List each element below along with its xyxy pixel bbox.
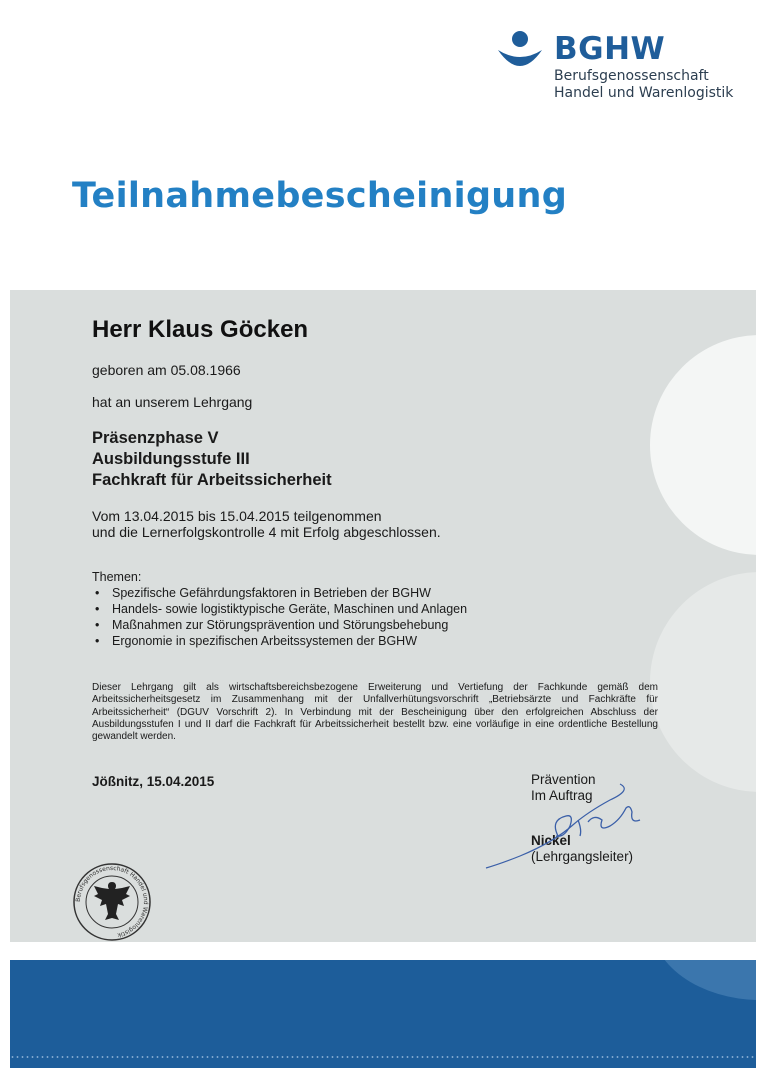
birth-date: geboren am 05.08.1966 — [92, 362, 241, 378]
place-and-date: Jößnitz, 15.04.2015 — [92, 774, 215, 789]
certificate-panel — [10, 290, 756, 942]
topics-section — [92, 569, 467, 649]
bullet-icon: • — [95, 586, 100, 600]
bghw-logo — [496, 30, 746, 110]
course-intro: hat an unserem Lehrgang — [92, 394, 253, 410]
document-title: Teilnahmebescheinigung — [72, 176, 568, 216]
list-item — [92, 585, 467, 601]
logo-subtitle — [554, 68, 733, 102]
list-item — [92, 601, 467, 617]
bullet-icon: • — [95, 618, 100, 632]
decorative-circle — [650, 335, 756, 555]
course-line-2: Ausbildungsstufe III — [92, 450, 250, 468]
course-line-3: Fachkraft für Arbeitssicherheit — [92, 471, 332, 489]
decorative-circle — [650, 960, 756, 1000]
topics-heading: Themen: — [92, 570, 142, 584]
course-line-1: Präsenzphase V — [92, 429, 219, 447]
seal-text: Berufsgenossenschaft Handel und Warenlogistik — [74, 864, 150, 939]
signatory-on-behalf: Im Auftrag — [531, 788, 593, 803]
logo-subtitle-line1: Berufsgenossenschaft — [554, 68, 709, 84]
recipient-name: Herr Klaus Göcken — [92, 316, 309, 343]
topic-text: Maßnahmen zur Störungsprävention und Störungsbehebung — [112, 618, 449, 632]
bullet-icon: • — [95, 602, 100, 616]
logo-subtitle-line2: Handel und Warenlogistik — [554, 85, 734, 101]
bullet-icon: • — [95, 634, 100, 648]
topic-text: Handels- sowie logistiktypische Geräte, Maschinen und Anlagen — [112, 602, 468, 616]
legal-notice: Dieser Lehrgang gilt als wirtschaftsbereichsbezogene Erweiterung und Vertiefung der Fachkunde gemäß dem Arbeitssicherheitsgesetz im Zusammenhang mit der Unfallverhütungsvorschrift „Betriebsärzte und Fachkräfte für Arbeitssicherheit“ (DGUV Vorschrift 2). In Verbindung mit der Bescheinigung über den erfolgreichen Abschluss der Ausbildungsstufen I und II darf die Fachkraft für Arbeitssicherheit bestellt bzw. eine vorläufige in eine ordentliche Bestellung gewandelt werden. — [92, 682, 658, 743]
list-item — [92, 633, 467, 649]
bghw-logo-mark-icon — [496, 30, 544, 74]
signatory-name: Nickel — [531, 833, 571, 848]
topics-list — [92, 585, 467, 649]
signatory-role: (Lehrgangsleiter) — [531, 849, 634, 864]
course-title — [92, 428, 332, 491]
signatory-department: Prävention — [531, 772, 596, 787]
dotted-line — [10, 1056, 756, 1058]
logo-name: BGHW — [554, 31, 666, 67]
footer-band — [10, 960, 756, 1068]
list-item — [92, 617, 467, 633]
period-line-2: und die Lernerfolgskontrolle 4 mit Erfolg abgeschlossen. — [92, 524, 441, 540]
official-seal-icon — [72, 862, 152, 942]
topic-text: Spezifische Gefährdungsfaktoren in Betrieben der BGHW — [112, 586, 431, 600]
period-line-1: Vom 13.04.2015 bis 15.04.2015 teilgenommen — [92, 508, 382, 524]
topic-text: Ergonomie in spezifischen Arbeitssystemen der BGHW — [112, 634, 417, 648]
handwritten-signature — [470, 780, 650, 870]
decorative-circle — [650, 572, 756, 792]
